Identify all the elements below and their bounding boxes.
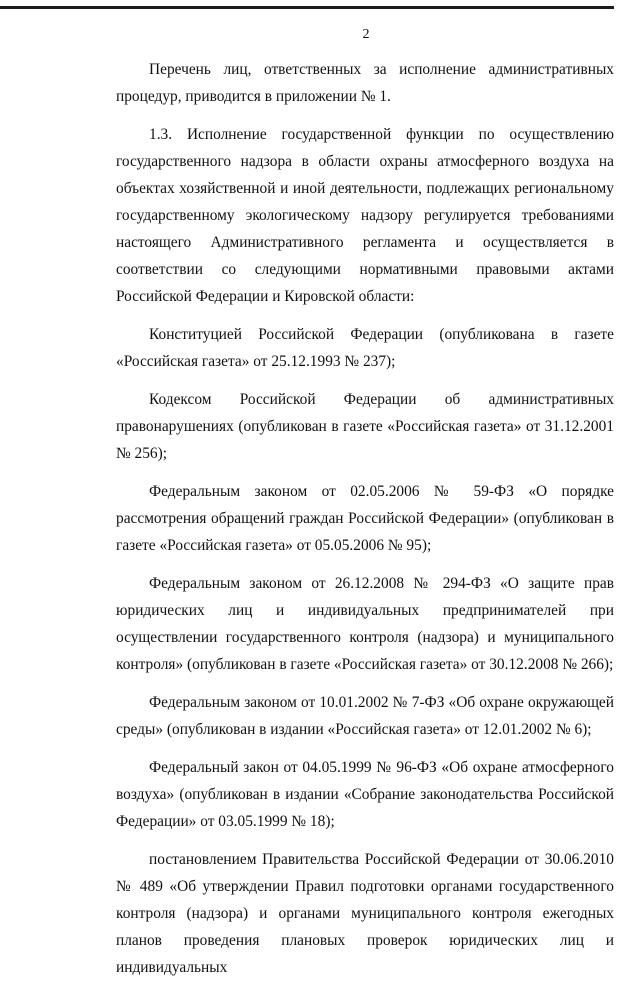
paragraph-1-3-legal-basis: 1.3. Исполнение государственной функции по осуществлению государственного надзора в области охраны атмосферного воздуха на объектах хозяйственной и иной деятельности, подлежащих региональному государственному экологическому надзору регулируется требованиями настоящего Административного регламента и осуществляется в соответствии со следующими нормативными правовыми актами Российской Федерации и Кировской области: bbox=[116, 126, 614, 305]
top-rule bbox=[0, 6, 614, 9]
document-page bbox=[116, 26, 614, 992]
paragraph-resolution-489: постановлением Правительства Российской Федерации от 30.06.2010 № 489 «Об утверждении Правил подготовки органами государственного контроля (надзора) и органами муниципального контроля ежегодных планов проведения плановых проверок юридических лиц и индивидуальных bbox=[116, 851, 614, 976]
paragraph-law-294-fz: Федеральным законом от 26.12.2008 № 294-ФЗ «О защите прав юридических лиц и индивидуальных предпринимателей при осуществлении государственного контроля (надзора) и муниципального контроля» (опубликован в газете «Российская газета» от 30.12.2008 № 266); bbox=[116, 575, 614, 673]
page-number: 2 bbox=[362, 27, 370, 42]
paragraph-law-7-fz: Федеральным законом от 10.01.2002 № 7-ФЗ «Об охране окружающей среды» (опубликован в издании «Российская газета» от 12.01.2002 № 6); bbox=[116, 694, 614, 738]
paragraph-law-96-fz: Федеральный закон от 04.05.1999 № 96-ФЗ «Об охране атмосферного воздуха» (опубликован в издании «Собрание законодательства Российской Федерации» от 03.05.1999 № 18); bbox=[116, 759, 614, 830]
paragraph-constitution: Конституцией Российской Федерации (опубликована в газете «Российская газета» от 25.12.1993 № 237); bbox=[116, 326, 614, 370]
paragraph-administrative-code: Кодексом Российской Федерации об административных правонарушениях (опубликован в газете «Российская газета» от 31.12.2001 № 256); bbox=[116, 391, 614, 462]
paragraph-law-59-fz: Федеральным законом от 02.05.2006 № 59-ФЗ «О порядке рассмотрения обращений граждан Российской Федерации» (опубликован в газете «Российская газета» от 05.05.2006 № 95); bbox=[116, 483, 614, 554]
paragraph-responsible-persons: Перечень лиц, ответственных за исполнение административных процедур, приводится в приложении № 1. bbox=[116, 61, 614, 105]
